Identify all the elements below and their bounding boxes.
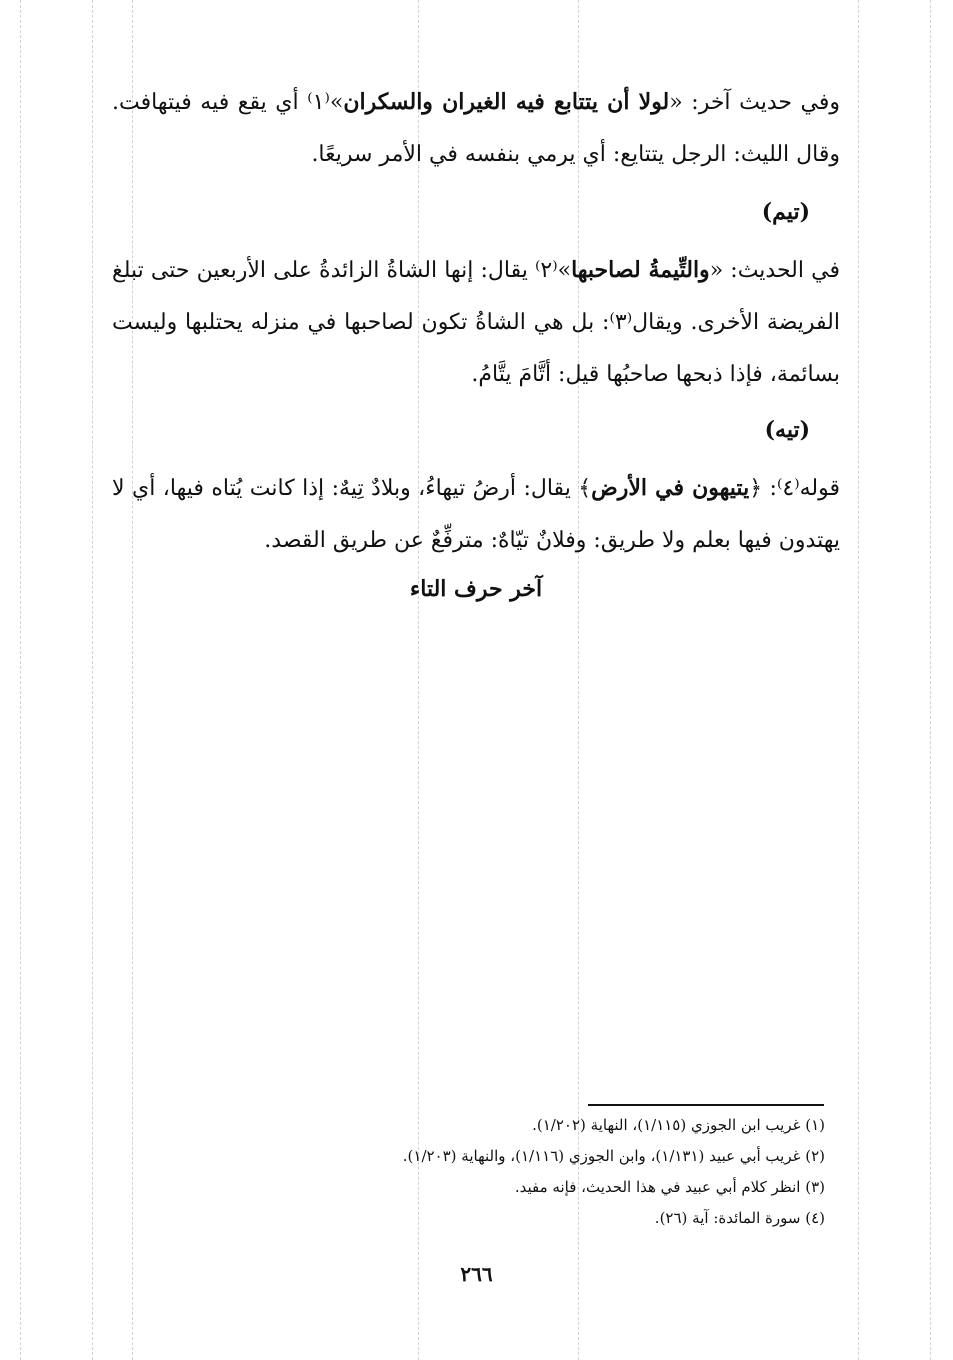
entry-taym: [112, 244, 840, 401]
chapter-end-title: آخر حرف التاء: [409, 576, 543, 602]
scan-guide-line: [930, 0, 931, 1360]
entry-tytaya: [112, 76, 840, 181]
section-heading: (تيم): [761, 199, 810, 225]
footnote-separator: [588, 1104, 824, 1106]
paragraph-text: وفي حديث آخر: «: [669, 90, 840, 115]
heading-block: [112, 404, 840, 456]
paragraph-text: »⁽٢⁾ يقال: إنها الشاةُ الزائدةُ على الأربعين حتى تبلغ الفريضة الأخرى. ويقال⁽٣⁾: بل هي الشاةُ تكون لصاحبها في منزله يحتلبها وليست بسائمة، فإذا ذبحها صاحبُها قيل: أتَّامَ يتَّامُ.: [112, 258, 840, 387]
footnotes: [200, 1110, 825, 1234]
paragraph-text: في الحديث: «: [709, 258, 840, 283]
paragraph-text: قوله⁽٤⁾: ﴿: [749, 476, 840, 501]
hadith-quote: والتِّيمةُ لصاحبها: [571, 257, 710, 283]
scan-guide-line: [20, 0, 21, 1360]
footnote: (٢) غريب أبي عبيد (١/١٣١)، وابن الجوزي (١/١١٦)، والنهاية (١/٢٠٣).: [402, 1147, 825, 1165]
quran-quote: يتيهون في الأرض: [591, 475, 750, 501]
paragraph: [112, 244, 840, 401]
footnote: (١) غريب ابن الجوزي (١/١١٥)، النهاية (١/٢٠٢).: [532, 1116, 825, 1134]
heading-block: [112, 186, 840, 238]
hadith-quote: لولا أن يتتابع فيه الغيران والسكران: [343, 89, 670, 115]
paragraph-text: ﴾ يقال: أرضُ تيهاءُ، وبلادٌ تِيهٌ: إذا كانت يُتاه فيها، أي لا يهتدون فيها بعلم ولا طريق: وفلانٌ تيّاهٌ: مترفِّعٌ عن طريق القصد.: [112, 476, 840, 553]
entry-tyh: [112, 462, 840, 567]
page-number: ٢٦٦: [460, 1262, 493, 1286]
paragraph: [112, 462, 840, 567]
footnote: (٣) انظر كلام أبي عبيد في هذا الحديث، فإنه مفيد.: [514, 1178, 825, 1196]
scan-guide-line: [858, 0, 859, 1360]
paragraph-text: »⁽١⁾ أي يقع فيه فيتهافت. وقال الليث: الرجل يتتايع: أي يرمي بنفسه في الأمر سريعًا.: [112, 90, 840, 167]
footnote: (٤) سورة المائدة: آية (٢٦).: [654, 1209, 825, 1227]
paragraph: [112, 76, 840, 181]
section-heading: (تيه): [764, 417, 810, 443]
scan-guide-line: [92, 0, 93, 1360]
